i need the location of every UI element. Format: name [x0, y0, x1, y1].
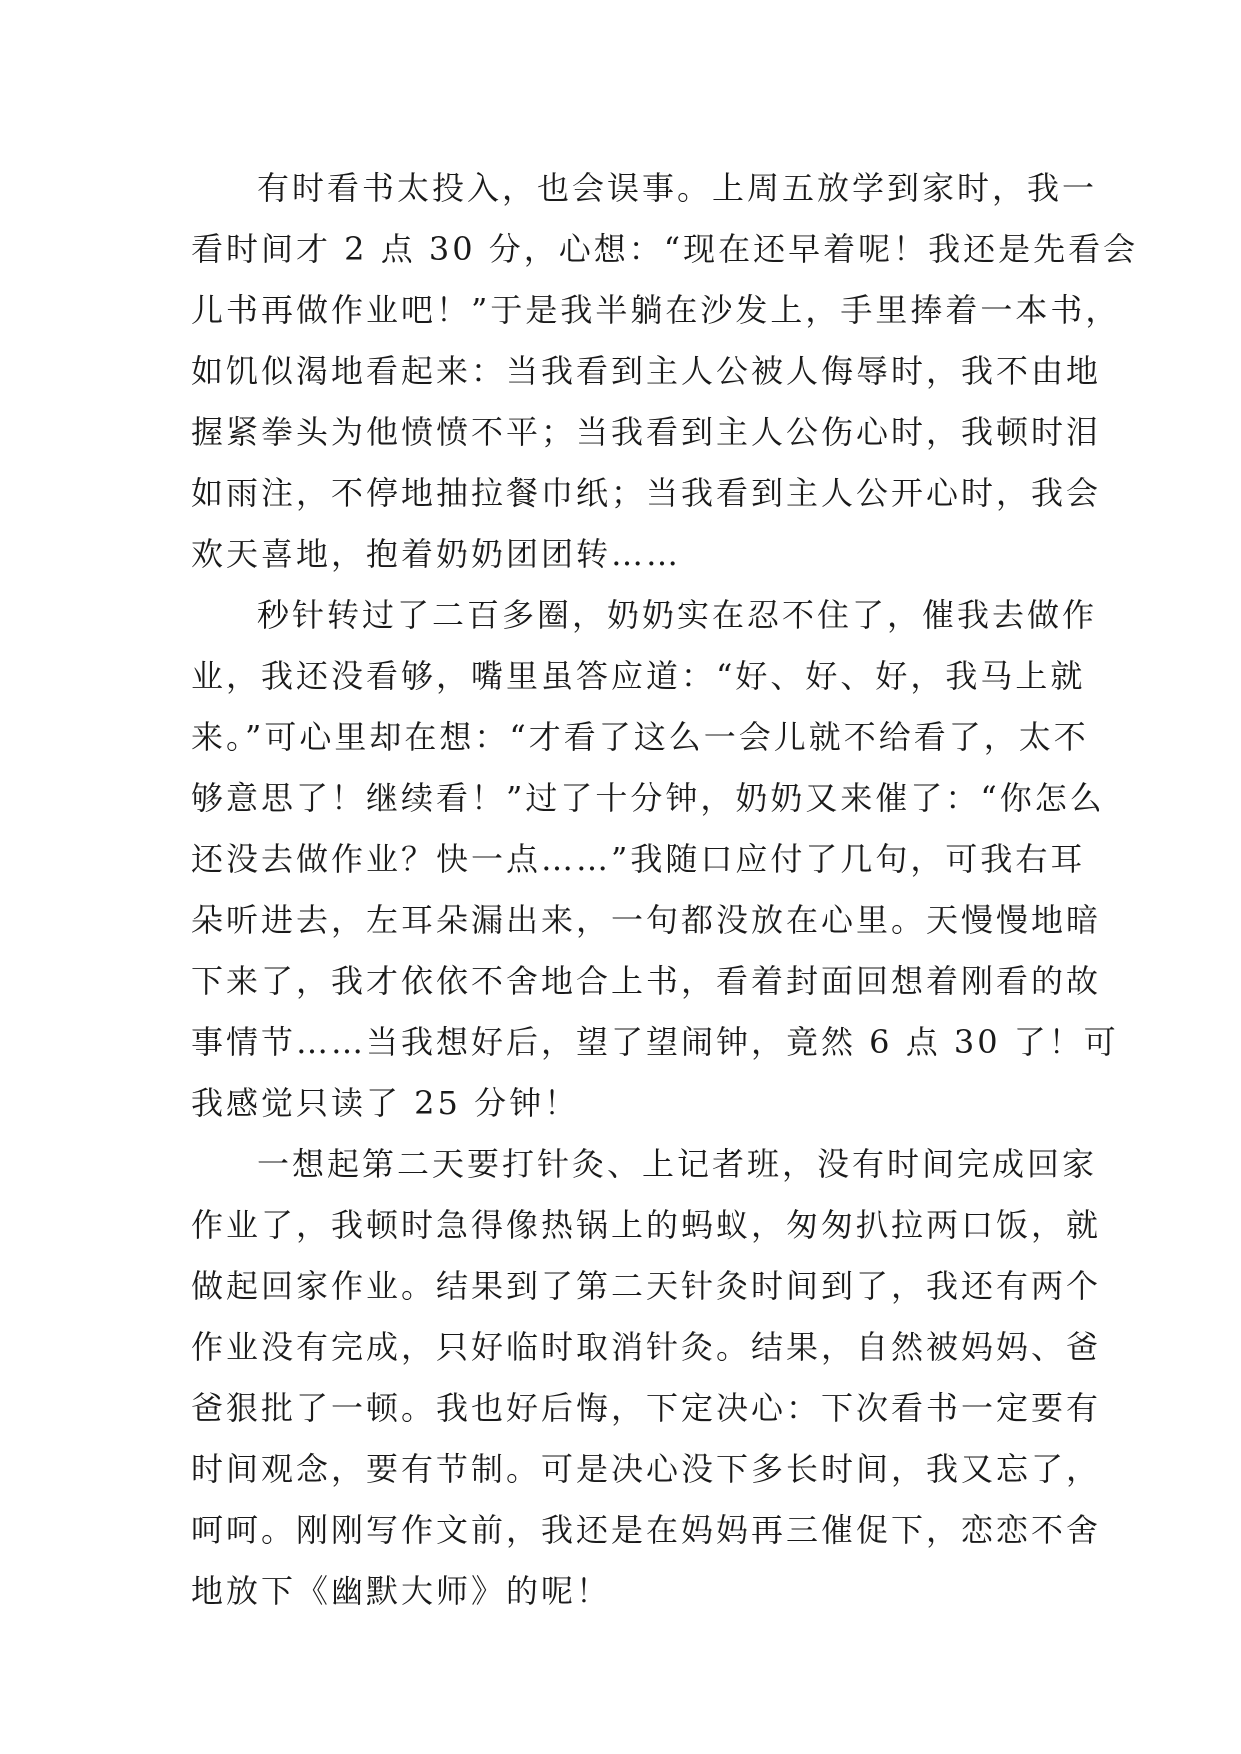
text-line: 还没去做作业？快一点……”我随口应付了几句，可我右耳 [191, 840, 1086, 878]
text-line: 如饥似渴地看起来：当我看到主人公被人侮辱时，我不由地 [191, 352, 1102, 390]
text-line: 事情节……当我想好后，望了望闹钟，竟然 6 点 30 了！可 [191, 1023, 1119, 1061]
text-line: 爸狠批了一顿。我也好后悔，下定决心：下次看书一定要有 [191, 1389, 1102, 1427]
text-line: 有时看书太投入，也会误事。上周五放学到家时，我一 [257, 169, 1098, 207]
document-body [191, 158, 1139, 1622]
paragraph-1 [191, 158, 1139, 585]
text-line: 如雨注，不停地抽拉餐巾纸；当我看到主人公开心时，我会 [191, 474, 1102, 512]
text-line: 够意思了！继续看！”过了十分钟，奶奶又来催了：“你怎么 [191, 779, 1105, 817]
text-line: 呵呵。刚刚写作文前，我还是在妈妈再三催促下，恋恋不舍 [191, 1511, 1102, 1549]
paragraph-3 [191, 1134, 1102, 1622]
text-line: 来。”可心里却在想：“才看了这么一会儿就不给看了，太不 [191, 718, 1089, 756]
text-line: 朵听进去，左耳朵漏出来，一句都没放在心里。天慢慢地暗 [191, 901, 1102, 939]
text-line: 握紧拳头为他愤愤不平；当我看到主人公伤心时，我顿时泪 [191, 413, 1102, 451]
text-line: 下来了，我才依依不舍地合上书，看着封面回想着刚看的故 [191, 962, 1102, 1000]
text-line: 作业了，我顿时急得像热锅上的蚂蚁，匆匆扒拉两口饭，就 [191, 1206, 1102, 1244]
text-line: 地放下《幽默大师》的呢！ [191, 1572, 612, 1610]
text-line: 看时间才 2 点 30 分，心想：“现在还早着呢！我还是先看会 [191, 230, 1139, 268]
text-line: 做起回家作业。结果到了第二天针灸时间到了，我还有两个 [191, 1267, 1102, 1305]
text-line: 作业没有完成，只好临时取消针灸。结果，自然被妈妈、爸 [191, 1328, 1102, 1366]
text-line: 时间观念，要有节制。可是决心没下多长时间，我又忘了， [191, 1450, 1102, 1488]
text-line: 一想起第二天要打针灸、上记者班，没有时间完成回家 [257, 1145, 1098, 1183]
text-line: 我感觉只读了 25 分钟！ [191, 1084, 580, 1122]
text-line: 秒针转过了二百多圈，奶奶实在忍不住了，催我去做作 [257, 596, 1098, 634]
text-line: 业，我还没看够，嘴里虽答应道：“好、好、好，我马上就 [191, 657, 1086, 695]
text-line: 儿书再做作业吧！”于是我半躺在沙发上，手里捧着一本书， [191, 291, 1121, 329]
paragraph-2 [191, 585, 1119, 1134]
text-line: 欢天喜地，抱着奶奶团团转…… [191, 535, 682, 573]
